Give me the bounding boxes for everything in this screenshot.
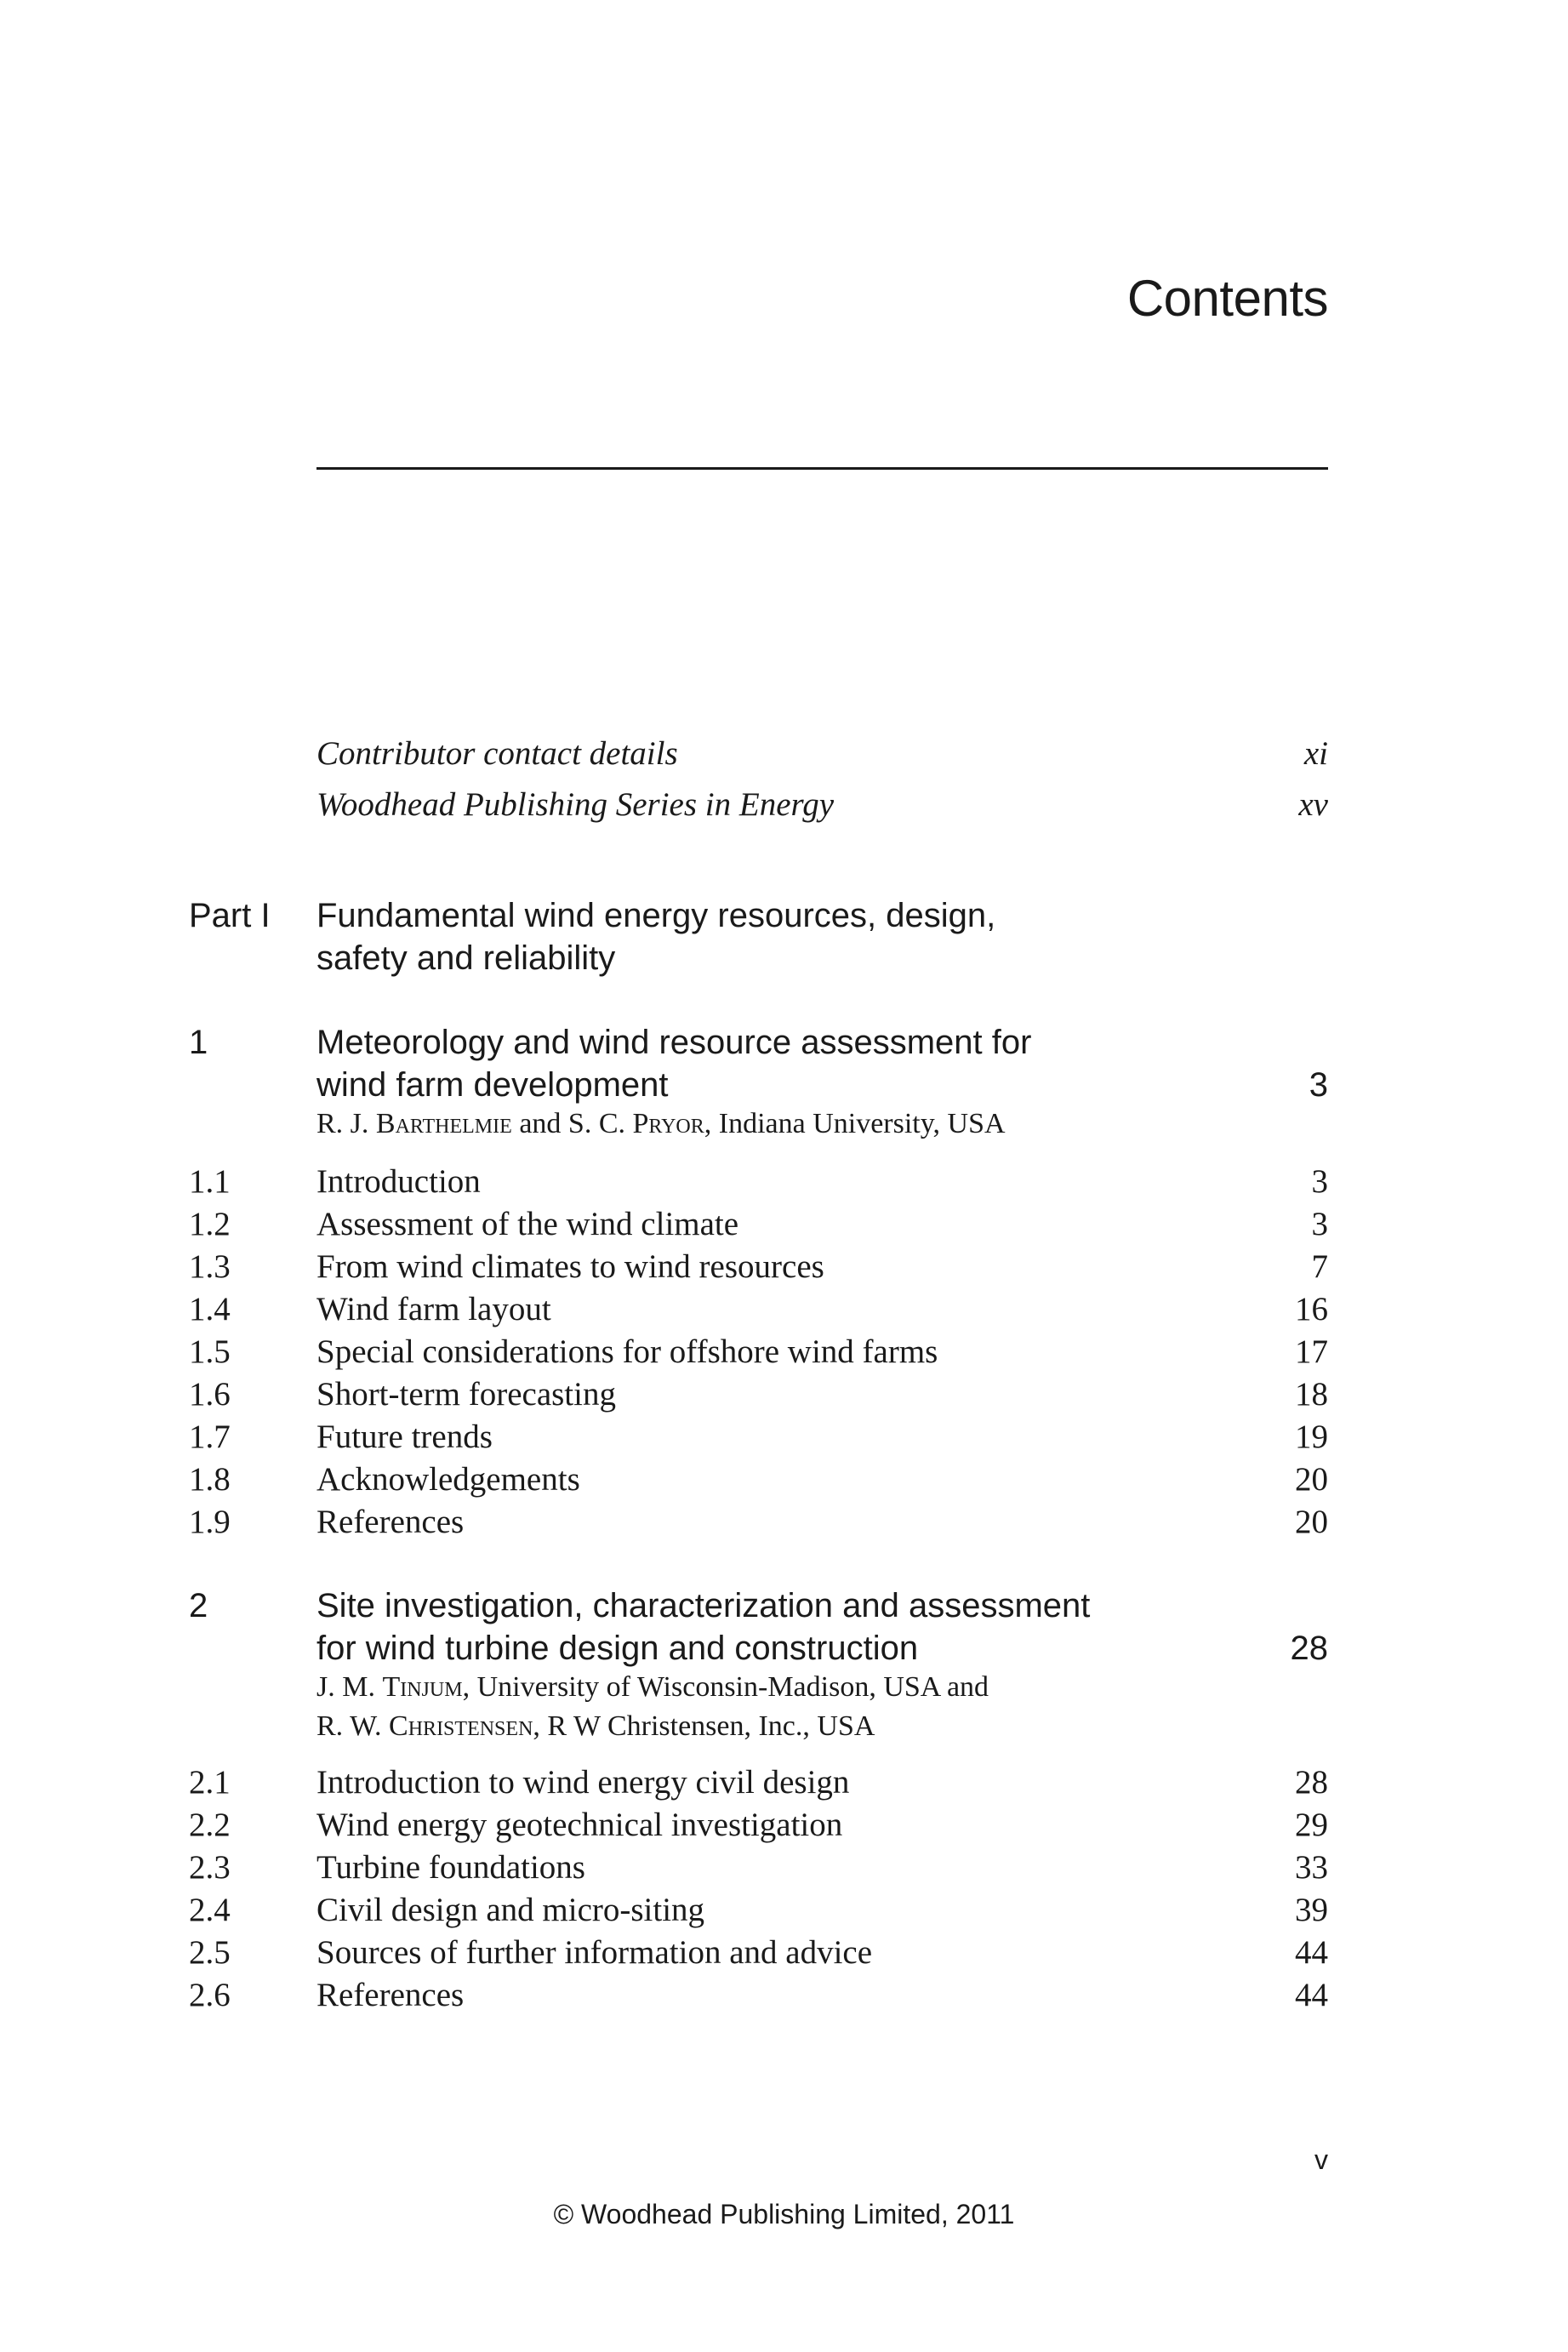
section-title: References (316, 1504, 465, 1540)
section-number: 1.7 (189, 1419, 231, 1455)
section-number: 1.8 (189, 1461, 231, 1498)
chapter-title-line2: for wind turbine design and construction (316, 1630, 919, 1667)
section-title: Introduction to wind energy civil design (316, 1764, 850, 1801)
section-number: 1.2 (189, 1206, 231, 1242)
page-folio: v (1314, 2144, 1328, 2175)
toc-entry-page: xi (1303, 735, 1328, 772)
section-title: Introduction (316, 1163, 481, 1200)
author-surname: Tinjum (382, 1671, 463, 1703)
page-title: Contents (1126, 270, 1328, 327)
chapter-title-line1: Meteorology and wind resource assessment for (316, 1024, 1032, 1061)
toc-entry-title: Contributor contact details (316, 735, 678, 772)
section-number: 1.1 (189, 1163, 231, 1200)
author-initials: S. C. (567, 1108, 633, 1139)
author-surname: Christensen (389, 1710, 533, 1742)
author-affiliation: , R W Christensen, Inc., USA (533, 1710, 875, 1742)
copyright-notice: © Woodhead Publishing Limited, 2011 (553, 2199, 1015, 2229)
part-label: Part I (189, 897, 271, 934)
section-page: 18 (1295, 1376, 1328, 1413)
section-number: 1.4 (189, 1291, 231, 1327)
section-page: 3 (1311, 1163, 1328, 1200)
section-page: 33 (1295, 1849, 1328, 1886)
part-title-line1: Fundamental wind energy resources, design, (316, 897, 996, 934)
author-surname: Barthelmie (375, 1108, 512, 1139)
section-number: 2.4 (189, 1892, 231, 1928)
section-page: 44 (1295, 1977, 1328, 2013)
chapter-title-line1: Site investigation, characterization and assessment (316, 1587, 1091, 1624)
title-rule (316, 467, 1328, 470)
chapter-number: 1 (189, 1024, 208, 1061)
author-affiliation: , University of Wisconsin-Madison, USA and (462, 1671, 989, 1703)
author-joiner: and (511, 1108, 568, 1139)
author-surname: Pryor (632, 1108, 704, 1139)
section-page: 19 (1295, 1419, 1328, 1455)
section-page: 20 (1295, 1504, 1328, 1540)
section-title: Future trends (316, 1419, 493, 1455)
section-page: 16 (1295, 1291, 1328, 1327)
author-initials: R. J. (316, 1108, 376, 1139)
section-number: 1.5 (189, 1333, 231, 1370)
section-page: 17 (1295, 1333, 1328, 1370)
part-title-line2: safety and reliability (316, 939, 616, 977)
section-title: Sources of further information and advice (316, 1934, 873, 1971)
section-page: 20 (1295, 1461, 1328, 1498)
section-number: 2.1 (189, 1764, 231, 1801)
section-number: 2.3 (189, 1849, 231, 1886)
section-page: 44 (1295, 1934, 1328, 1971)
section-number: 2.5 (189, 1934, 231, 1971)
section-title: Civil design and micro-siting (316, 1892, 705, 1928)
author-initials: R. W. (316, 1710, 390, 1742)
section-page: 29 (1295, 1807, 1328, 1843)
section-title: Special considerations for offshore wind farms (316, 1333, 938, 1370)
section-title: Acknowledgements (316, 1461, 580, 1498)
section-title: Wind energy geotechnical investigation (316, 1807, 843, 1843)
toc-entry-page: xv (1298, 786, 1328, 823)
section-number: 1.9 (189, 1504, 231, 1540)
section-title: Assessment of the wind climate (316, 1206, 739, 1242)
section-title: Turbine foundations (316, 1849, 585, 1886)
section-number: 1.6 (189, 1376, 231, 1413)
author-initials: J. M. (316, 1671, 383, 1703)
section-title: References (316, 1977, 465, 2013)
chapter-title-line2: wind farm development (316, 1066, 669, 1104)
chapter-page: 28 (1290, 1630, 1328, 1667)
section-number: 2.2 (189, 1807, 231, 1843)
section-title: From wind climates to wind resources (316, 1248, 824, 1285)
section-page: 3 (1311, 1206, 1328, 1242)
section-title: Wind farm layout (316, 1291, 551, 1327)
section-page: 28 (1295, 1764, 1328, 1801)
section-number: 2.6 (189, 1977, 231, 2013)
chapter-page: 3 (1309, 1066, 1328, 1104)
chapter-number: 2 (189, 1587, 208, 1624)
section-page: 39 (1295, 1892, 1328, 1928)
section-number: 1.3 (189, 1248, 231, 1285)
section-title: Short-term forecasting (316, 1376, 616, 1413)
toc-entry-title: Woodhead Publishing Series in Energy (316, 786, 835, 823)
section-page: 7 (1311, 1248, 1328, 1285)
author-affiliation: , Indiana University, USA (704, 1108, 1006, 1139)
